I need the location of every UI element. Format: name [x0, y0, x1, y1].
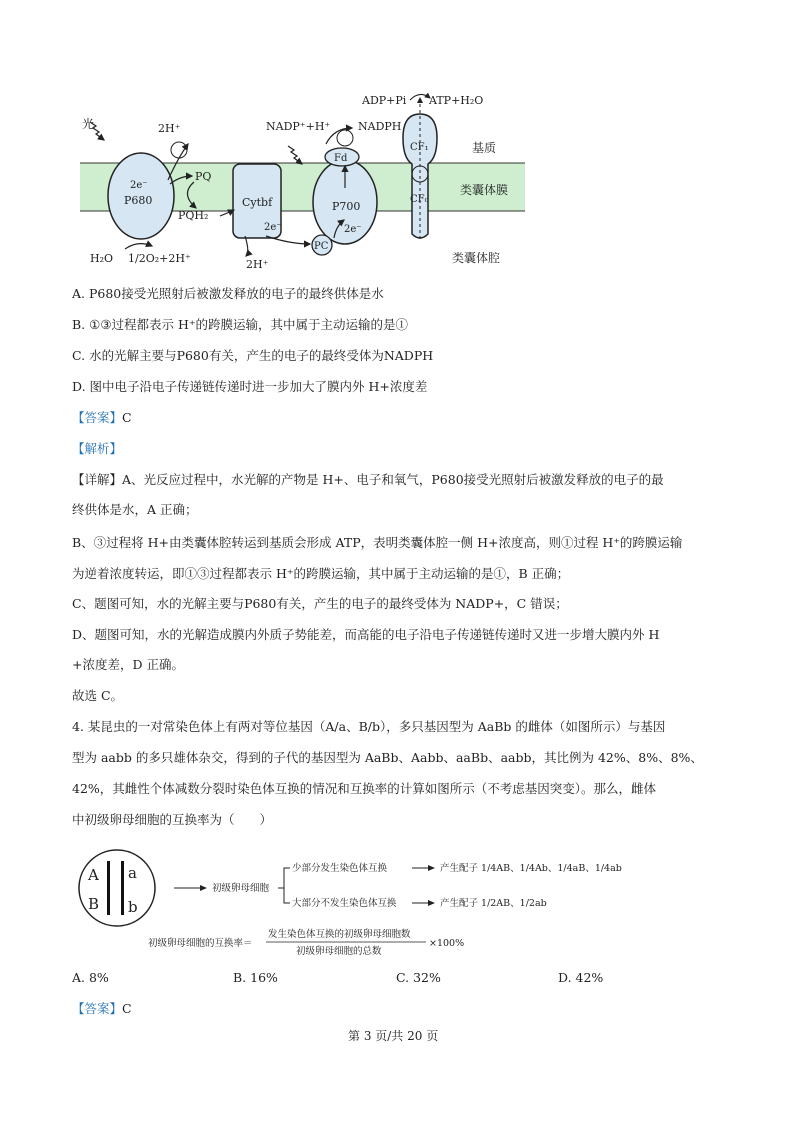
- p700-label: P700: [332, 200, 361, 213]
- p680-label: P680: [124, 194, 153, 207]
- light-label: 光: [82, 117, 95, 131]
- lumen-label: 类囊体腔: [452, 251, 501, 265]
- formula-denominator: 初级卵母细胞的总数: [296, 946, 382, 957]
- atp-label: ATP+H₂O: [429, 94, 484, 107]
- cytbf-label: Cytbf: [242, 196, 273, 209]
- formula-left: 初级卵母细胞的互换率＝: [148, 938, 253, 949]
- q3-option-a: A. P680接受光照射后被激发释放的电子的最终供体是水: [72, 286, 384, 301]
- detail-line-6: D、题图可知，水的光解造成膜内外质子势能差，而高能的电子沿电子传递链传递时又进一步增大膜内外 H: [72, 627, 660, 642]
- gametes-top-label: 产生配子 1/4AB、1/4Ab、1/4aB、1/4ab: [440, 863, 622, 874]
- branch-top-label: 少部分发生染色体互换: [292, 863, 388, 874]
- gene-A: A: [88, 866, 99, 884]
- formula-right: ×100%: [429, 938, 465, 949]
- q3-option-d: D. 图中电子沿电子传递链传递时进一步加大了膜内外 H+浓度差: [72, 379, 428, 394]
- matrix-label: 基质: [472, 141, 497, 155]
- detail-line-1: 【详解】A、光反应过程中，水光解的产物是 H+、电子和氧气，P680接受光照射后被激发释放的电子的最: [72, 472, 664, 487]
- detail-line-5: C、题图可知，水的光解主要与P680有关，产生的电子的最终受体为 NADP+，C 错误；: [72, 596, 568, 611]
- q4-stem-line-4: 中初级卵母细胞的互换率为（ ）: [72, 812, 273, 827]
- answer-value: C: [122, 1001, 132, 1016]
- cyt-2e-label: 2e⁻: [264, 222, 282, 233]
- h-plus-bottom-label: 2H⁺: [246, 258, 269, 271]
- adp-label: ADP+Pi: [362, 94, 407, 107]
- cf0-label: CF₀: [410, 194, 429, 205]
- formula-numerator: 发生染色体互换的初级卵母细胞数: [268, 929, 411, 940]
- p680-2e-label: 2e⁻: [130, 180, 148, 191]
- chromosome-right: [121, 861, 124, 915]
- nadp-plus-label: NADP⁺+H⁺: [266, 120, 331, 133]
- crossover-diagram: [70, 848, 630, 960]
- answer-tag: 【答案】: [72, 410, 123, 425]
- branch-bottom-label: 大部分不发生染色体互换: [292, 898, 397, 909]
- photosynthesis-diagram: [70, 84, 540, 276]
- gene-b: b: [128, 898, 138, 916]
- cf1-label: CF₁: [410, 142, 429, 153]
- q4-stem-line-3: 42%，其雌性个体减数分裂时染色体互换的情况和互换率的计算如图所示（不考虑基因突变）。那么，雌体: [72, 781, 657, 796]
- pq-label: PQ: [195, 170, 212, 183]
- cell-outline: [79, 850, 155, 926]
- gene-a: a: [128, 864, 137, 882]
- q4-answer-line: [72, 999, 132, 1019]
- primary-oocyte-label: 初级卵母细胞: [212, 883, 270, 894]
- q4-stem-line-1: 4. 某昆虫的一对常染色体上有两对等位基因（A/a、B/b），多只基因型为 AaBb 的雌体（如图所示）与基因: [72, 719, 666, 734]
- q3-answer-line: [72, 408, 132, 428]
- pc-label: PC: [314, 241, 329, 252]
- membrane-label: 类囊体膜: [460, 183, 509, 197]
- q4-option-b: B. 16%: [233, 970, 278, 985]
- chromosome-left: [107, 861, 110, 915]
- q4-stem-line-2: 型为 aabb 的多只雄体杂交，得到的子代的基因型为 AaBb、Aabb、aaBb、aabb，其比例为 42%、8%、8%、: [72, 750, 703, 765]
- p700-2e-label: 2e⁻: [344, 224, 362, 235]
- q3-option-b: B. ①③过程都表示 H⁺的跨膜运输，其中属于主动运输的是①: [72, 317, 409, 332]
- q4-option-a: A. 8%: [72, 970, 109, 985]
- answer-tag: 【答案】: [72, 1001, 123, 1016]
- q4-option-d: D. 42%: [558, 970, 604, 985]
- nadph-label: NADPH: [358, 120, 402, 133]
- gene-B: B: [88, 895, 100, 913]
- page-number: 第 3 页/共 20 页: [348, 1029, 439, 1043]
- fd-label: Fd: [334, 153, 348, 164]
- detail-line-7: +浓度差，D 正确。: [72, 657, 184, 672]
- q4-option-c: C. 32%: [396, 970, 441, 985]
- detail-line-2: 终供体是水，A 正确；: [72, 502, 198, 517]
- detail-line-4: 为逆着浓度转运，即①③过程都表示 H⁺的跨膜运输，其中属于主动运输的是①，B 正确；: [72, 566, 570, 581]
- o2-products-label: 1/2O₂+2H⁺: [128, 252, 191, 265]
- q3-option-c: C. 水的光解主要与P680有关，产生的电子的最终受体为NADPH: [72, 348, 434, 363]
- gametes-bottom-label: 产生配子 1/2AB、1/2ab: [440, 898, 547, 909]
- h-plus-top-label: 2H⁺: [158, 122, 181, 135]
- detail-line-8: 故选 C。: [72, 688, 124, 703]
- detail-line-3: B、③过程将 H+由类囊体腔转运到基质会形成 ATP，表明类囊体腔一侧 H+浓度高，则①过程 H⁺的跨膜运输: [72, 535, 683, 550]
- answer-value: C: [122, 410, 132, 425]
- pqh2-label: PQH₂: [178, 209, 209, 222]
- analysis-tag: 【解析】: [72, 441, 123, 456]
- h2o-label: H₂O: [90, 252, 114, 265]
